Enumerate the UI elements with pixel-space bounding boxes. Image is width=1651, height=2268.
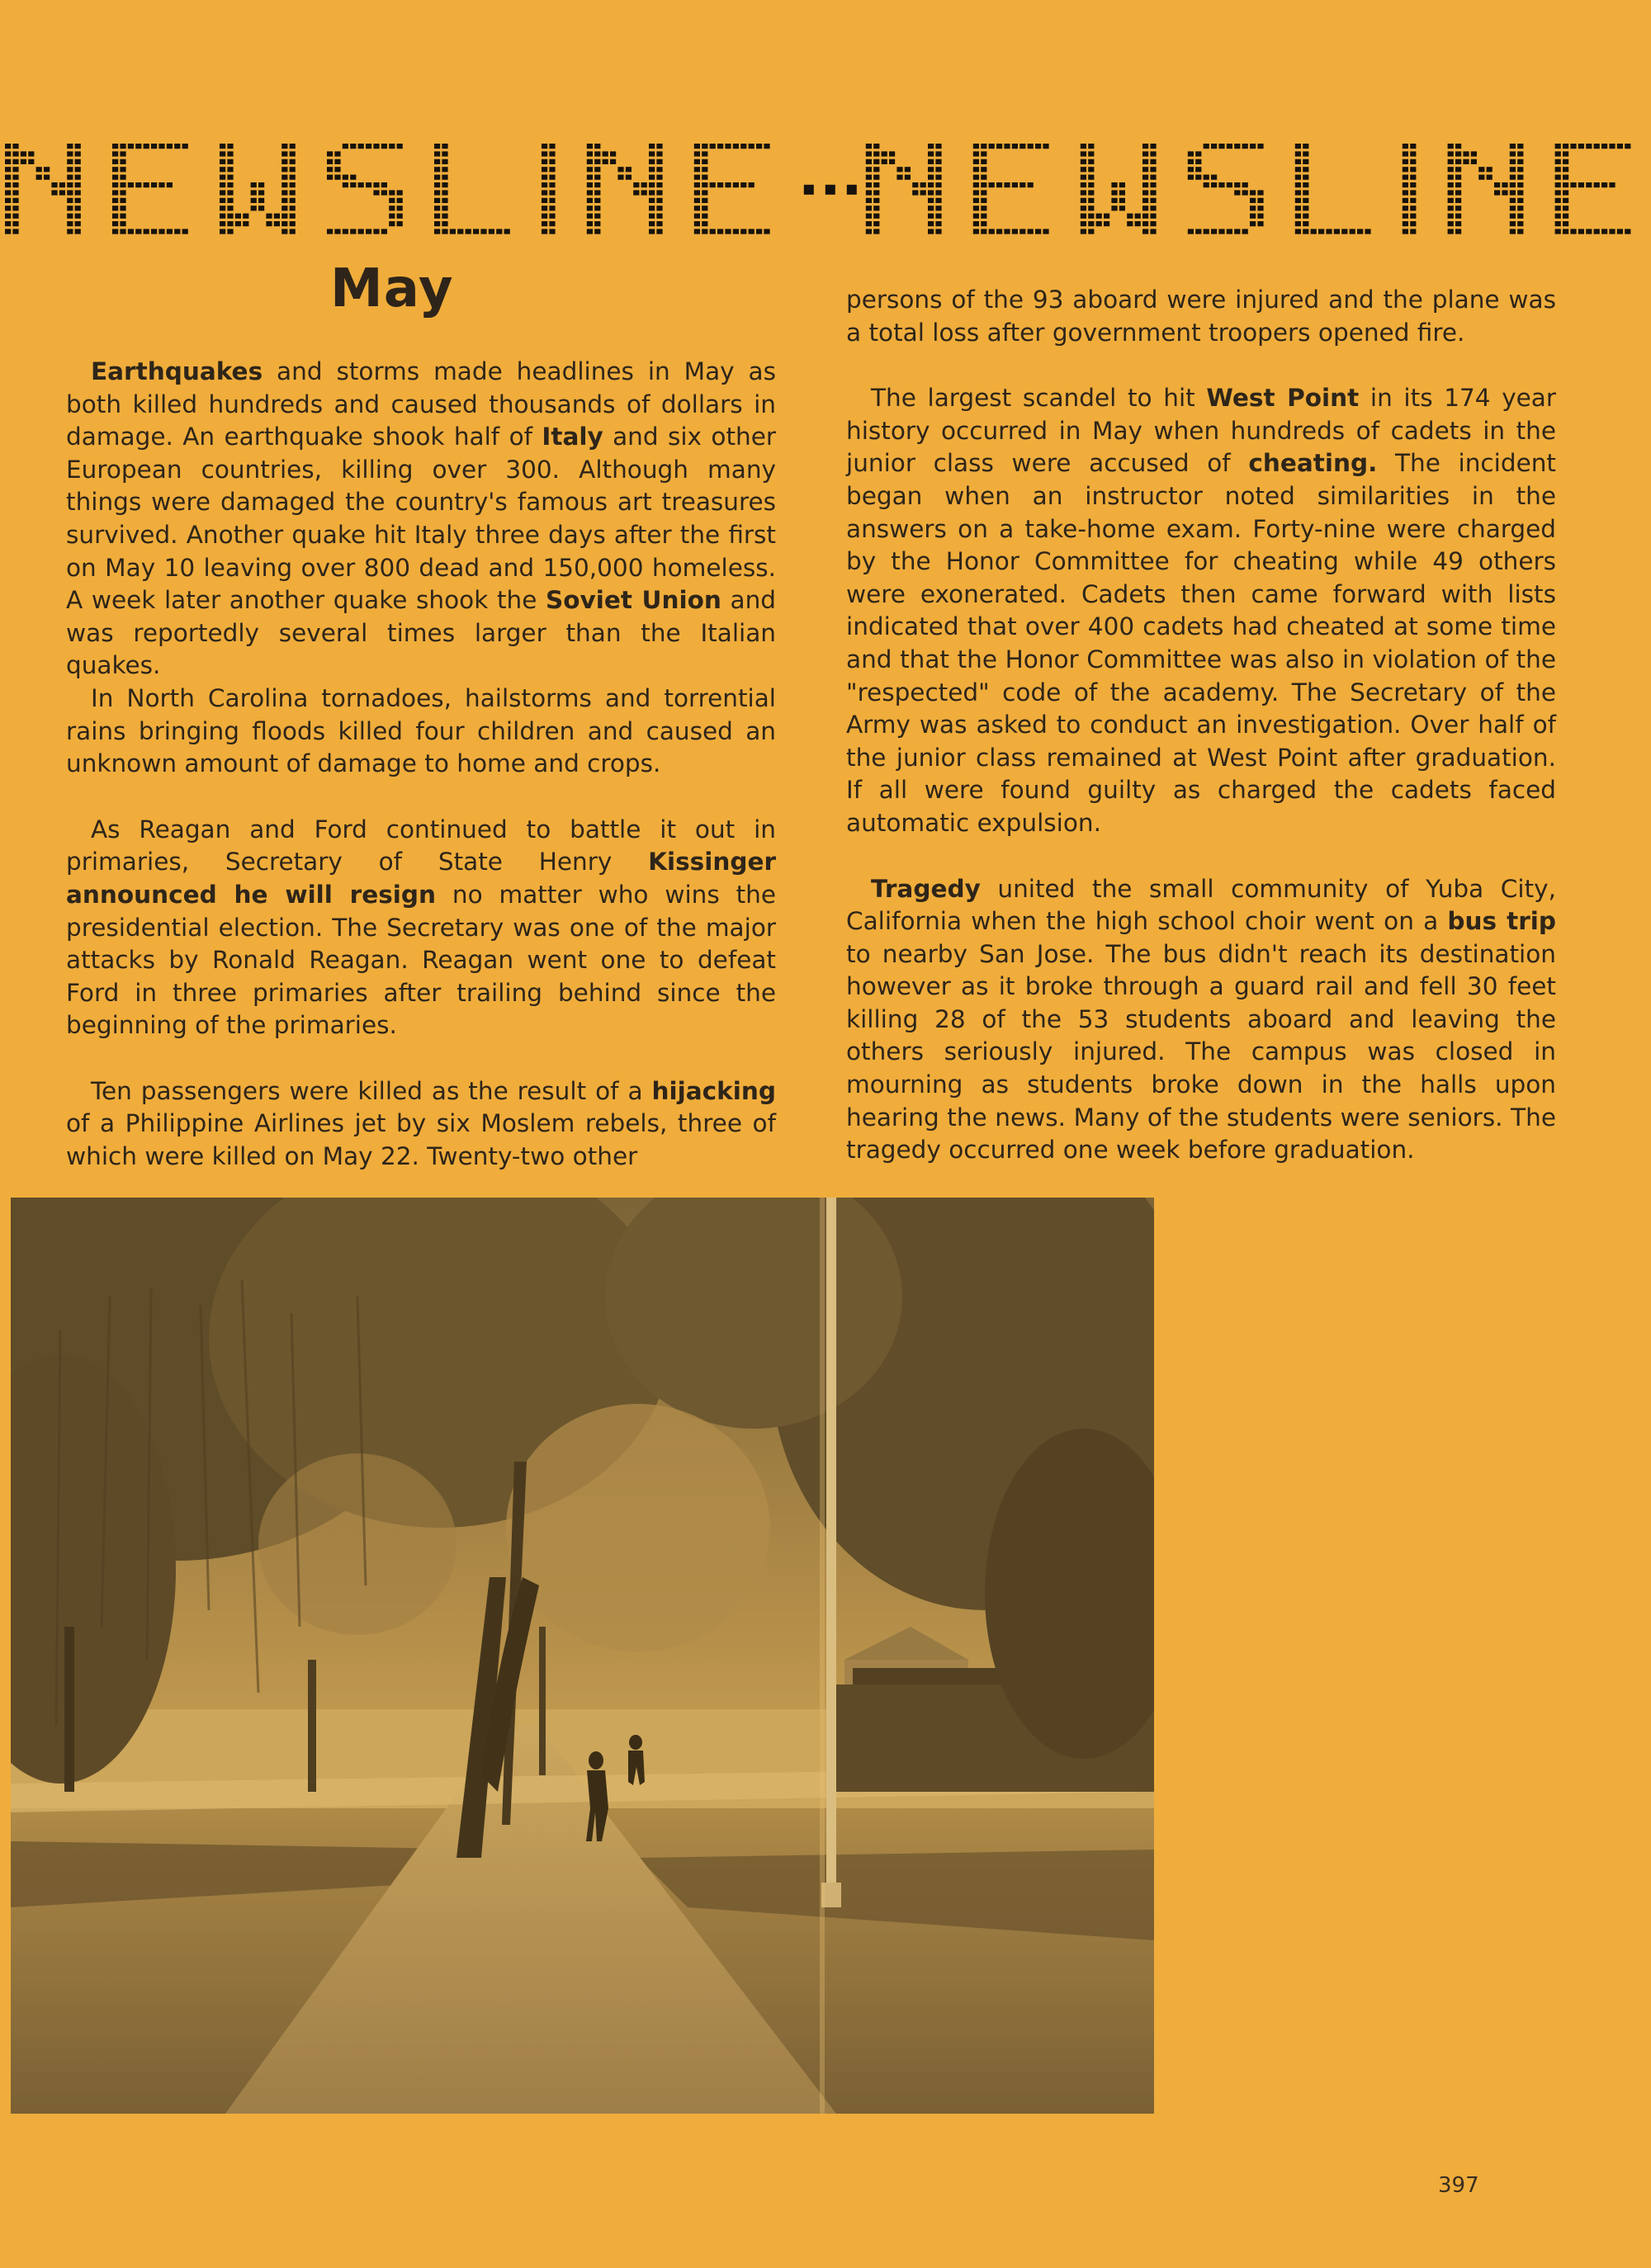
banner-letter-l xyxy=(1295,144,1371,234)
campus-photo xyxy=(11,1198,1154,2114)
banner-dot-separator xyxy=(826,185,835,195)
hijacking-paragraph: Ten passengers were killed as the result of a hijacking of a Philippine Airlines jet by six Moslem rebels, three of which were killed on May 22. Twenty-two other xyxy=(66,1076,776,1171)
banner-letter-l xyxy=(434,144,510,234)
newsline-banner-graphic xyxy=(0,139,1651,244)
banner-letter-i xyxy=(1403,144,1417,234)
campus-photo-graphic xyxy=(11,1198,1154,2114)
right-column xyxy=(846,284,1556,1167)
banner-letter-w xyxy=(220,144,296,234)
month-heading: May xyxy=(330,258,454,319)
hijacking-continued-paragraph: persons of the 93 aboard were injured and the plane was a total loss after government troopers opened fire. xyxy=(846,286,1556,347)
banner-letter-e xyxy=(1555,144,1631,234)
banner-letter-n xyxy=(5,144,81,234)
banner-letter-w xyxy=(1081,144,1157,234)
banner-letter-e xyxy=(694,144,770,234)
banner-letter-i xyxy=(542,144,556,234)
west-point-paragraph: The largest scandel to hit West Point in its 174 year history occurred in May when hundreds of cadets in the junior class were accused of cheating. The incident began when an instructor noted similarities in the answers on a take-home exam. Forty-nine were charged by the Honor Committee for cheating while 49 others were exonerated. Cadets then came forward with lists indicated that over 400 cadets had cheated at some time and that the Honor Committee was also in violation of the "respected" code of the academy. The Secretary of the Army was asked to conduct an investigation. Over half of the junior class remained at West Point after graduation. If all were found guilty as charged the cadets faced automatic expulsion. xyxy=(846,384,1557,837)
banner-letter-n xyxy=(587,144,663,234)
banner-letter-n xyxy=(866,144,942,234)
page-number: 397 xyxy=(1438,2173,1479,2198)
banner-letter-s xyxy=(1188,144,1264,234)
newsline-banner xyxy=(0,139,1651,244)
banner-dot-separator xyxy=(804,185,814,195)
banner-letter-s xyxy=(327,144,403,234)
banner-letter-e xyxy=(973,144,1049,234)
earthquake-paragraph: Earthquakes and storms made headlines in May as both killed hundreds and caused thousands of dollars in damage. An earthquake shook half of Italy and six other European countries, killing over 300. Although many things were damaged the country's famous art treasures survived. Another quake hit Italy three days after the first on May 10 leaving over 800 dead and 150,000 homeless. A week later another quake shook the Soviet Union and was reportedly several times larger than the Italian quakes. xyxy=(66,357,777,680)
kissinger-paragraph: As Reagan and Ford continued to battle it out in primaries, Secretary of State Henry Kissinger announced he will resign no matter who wins the presidential election. The Secretary was one of the major attacks by Ronald Reagan. Reagan went one to defeat Ford in three primaries after trailing behind since the beginning of the primaries. xyxy=(66,815,776,1040)
north-carolina-paragraph: In North Carolina tornadoes, hailstorms and torrential rains bringing floods killed four children and caused an unknown amount of damage to home and crops. xyxy=(66,683,776,778)
banner-dot-separator xyxy=(847,185,857,195)
banner-letter-e xyxy=(112,144,188,234)
left-column xyxy=(66,356,776,1174)
bus-tragedy-paragraph: Tragedy united the small community of Yuba City, California when the high school choir went on a bus trip to nearby San Jose. The bus didn't reach its destination however as it broke through a guard rail and fell 30 feet killing 28 of the 53 students aboard and leaving the others seriously injured. The campus was closed in mourning as students broke down in the halls upon hearing the news. Many of the students were seniors. The tragedy occurred one week before graduation. xyxy=(846,874,1557,1165)
banner-letter-n xyxy=(1448,144,1524,234)
